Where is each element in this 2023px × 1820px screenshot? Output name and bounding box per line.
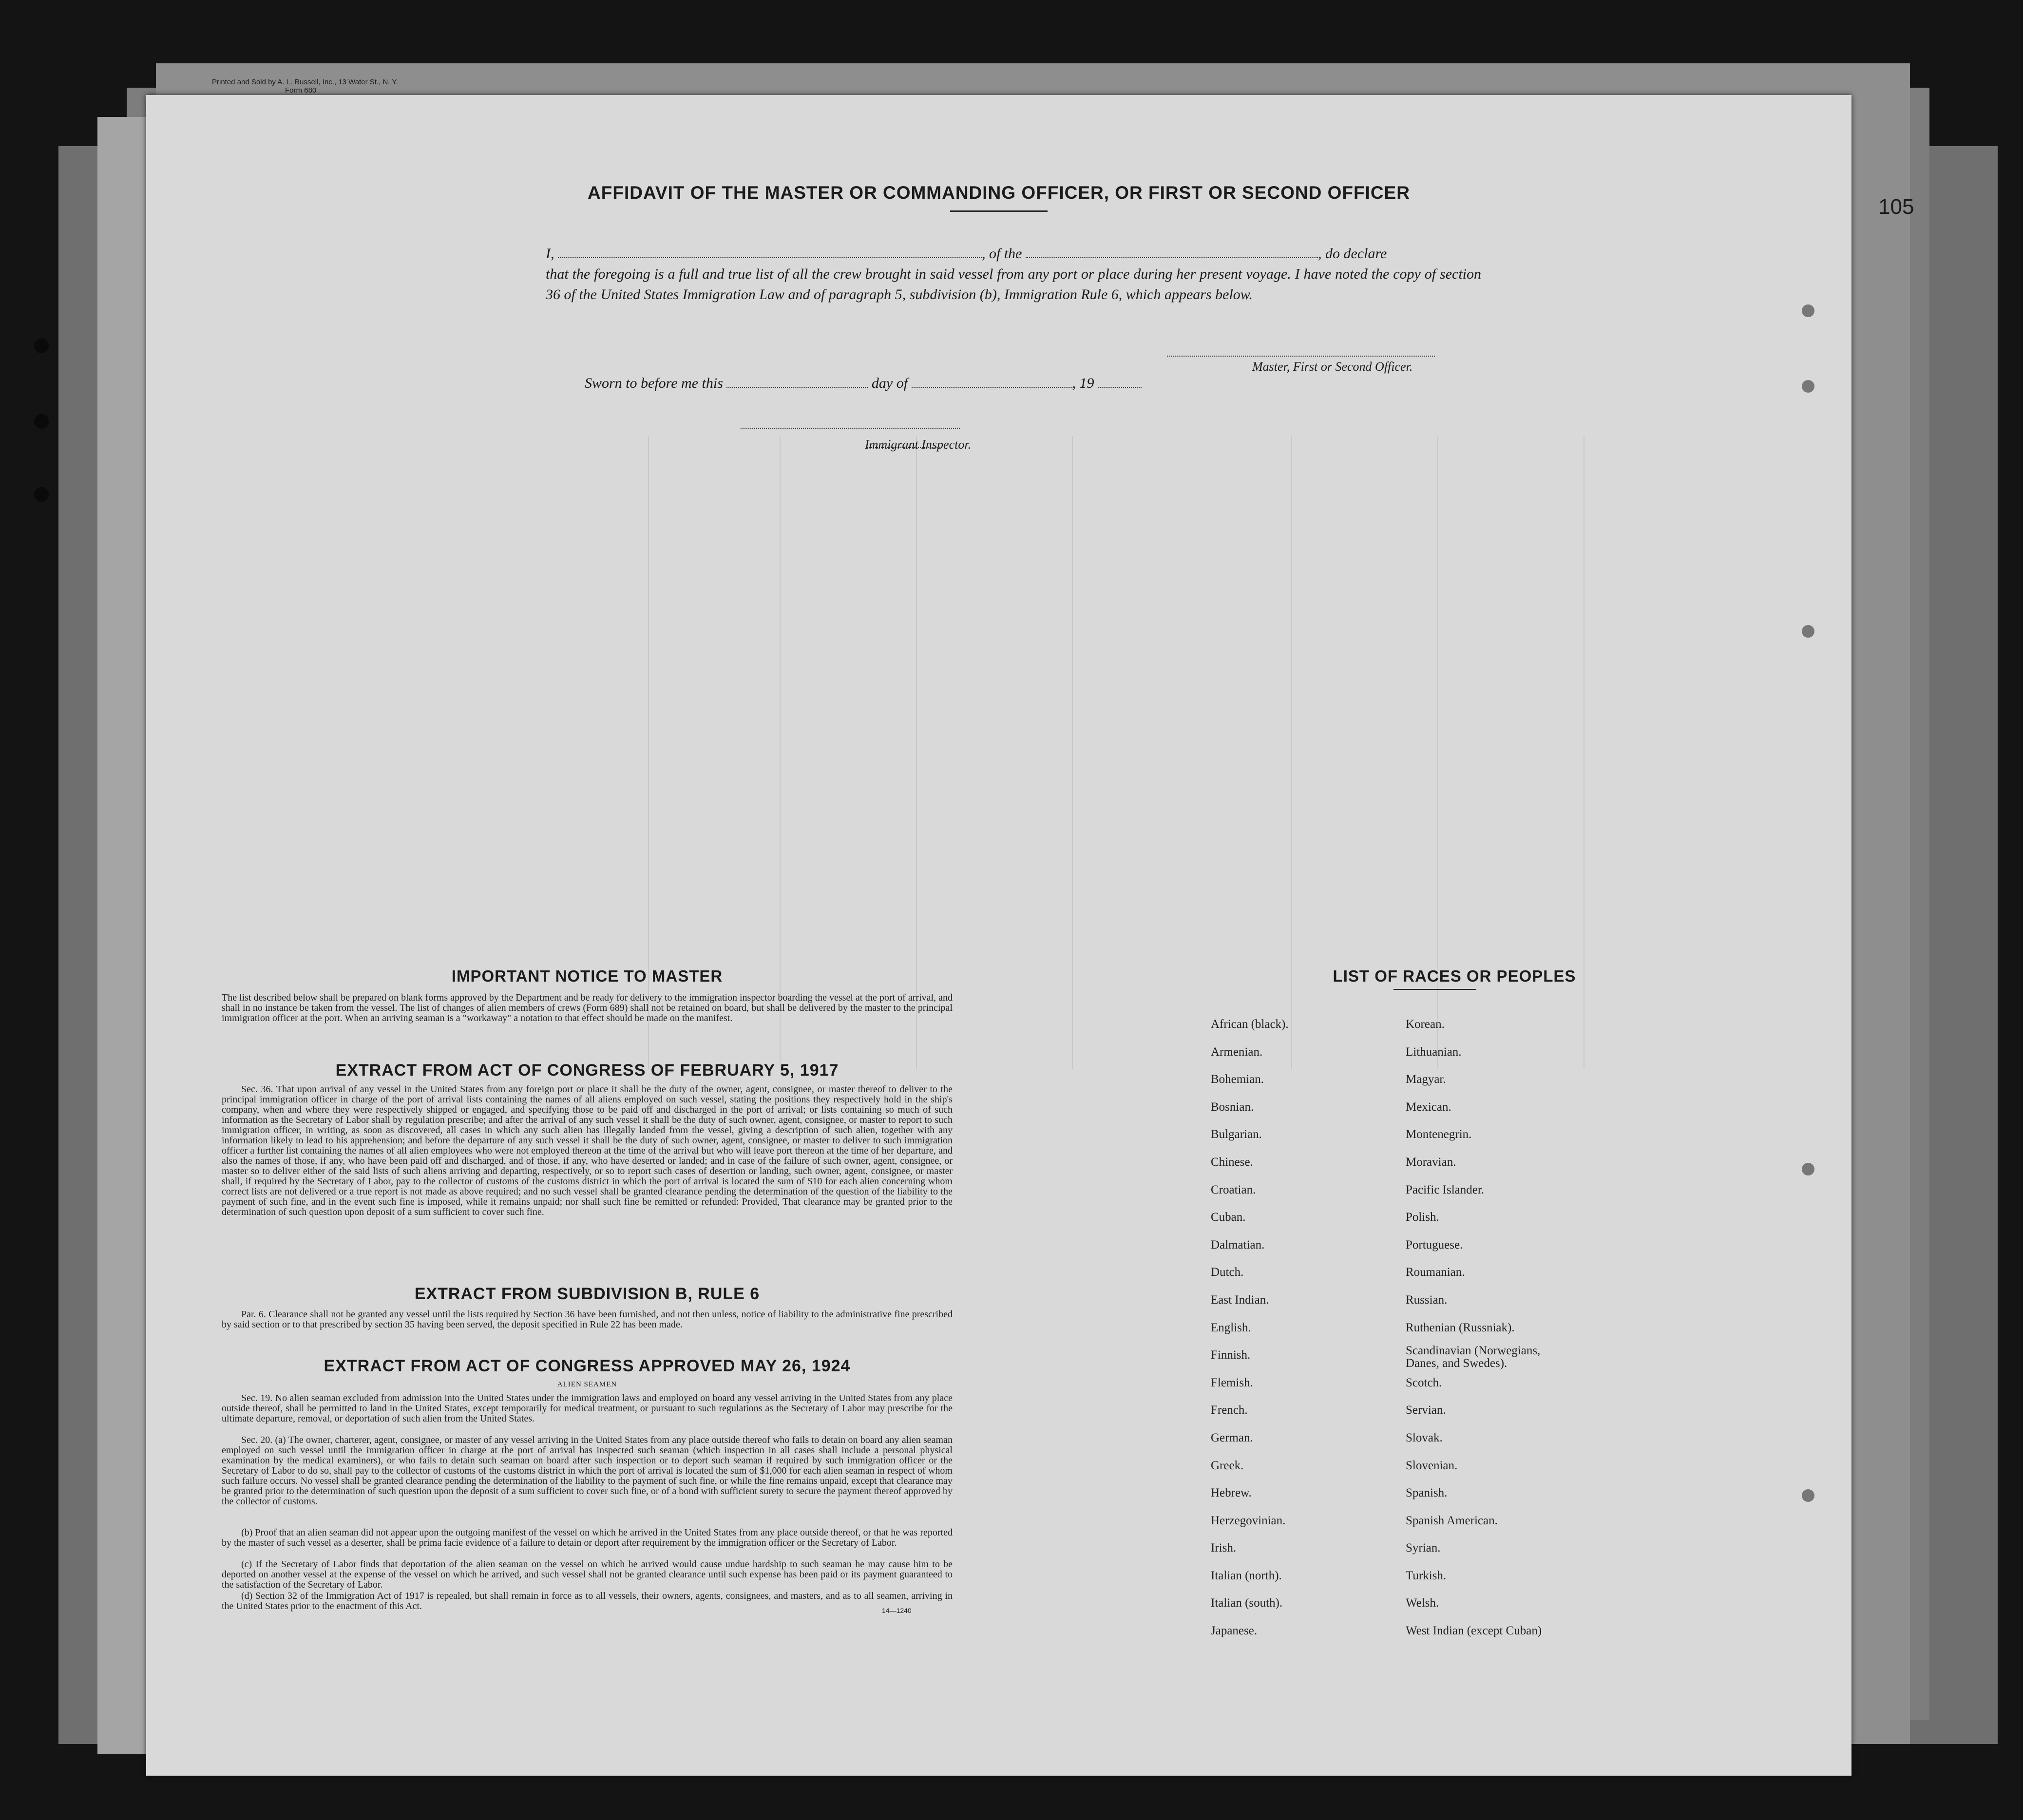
race-item: Dutch. [1211, 1266, 1244, 1279]
extract-1924-sec19: Sec. 19. No alien seaman excluded from admission into the United States under the immigration laws and employed on board any vessel arriving in the United States from any place outside thereof, shall be permitted to land in the United States, except temporarily for medical treatment, or pursuant to such regulations as the Secretary of Labor may prescribe for the ultimate departure, removal, or deportation of such alien from the United States. [222, 1393, 953, 1424]
race-item: Flemish. [1211, 1376, 1253, 1389]
race-item: Chinese. [1211, 1155, 1253, 1169]
race-item: Portuguese. [1406, 1238, 1463, 1251]
race-item: Welsh. [1406, 1596, 1439, 1610]
race-item: Bulgarian. [1211, 1128, 1262, 1141]
race-item: Cuban. [1211, 1211, 1246, 1224]
extract-1924-title: EXTRACT FROM ACT OF CONGRESS APPROVED MAY 26, 1924 [324, 1357, 851, 1375]
sworn-statement [585, 375, 1142, 392]
race-item: Korean. [1406, 1018, 1445, 1031]
signature-label: Master, First or Second Officer. [1252, 360, 1413, 374]
extract-1924-sec20b: (b) Proof that an alien seaman did not appear upon the outgoing manifest of the vessel on which he arrived in the United States from any place outside thereof, or that he was reported by the master of such vessel as a deserter, shall be prima facie evidence of a failure to detain or deport after requirement by the immigration officer or the Secretary of Labor. [222, 1527, 953, 1548]
binder-hole [34, 487, 49, 502]
race-item: Montenegrin. [1406, 1128, 1472, 1141]
race-item: Mexican. [1406, 1100, 1451, 1114]
printer-imprint [212, 78, 398, 95]
race-item: French. [1211, 1403, 1248, 1417]
page-number: 105 [1878, 195, 1914, 219]
extract-rule6-title: EXTRACT FROM SUBDIVISION B, RULE 6 [414, 1285, 760, 1303]
declaration-statement: that the foregoing is a full and true list of all the crew brought in said vessel from any port or place during her present voyage. I have noted the copy of section 36 of the United States Immigration Law and of paragraph 5, subdivision (b), Immigration Rule 6, which appears below. [546, 266, 1481, 303]
races-title: LIST OF RACES OR PEOPLES [1333, 967, 1576, 985]
race-item: Dalmatian. [1211, 1238, 1265, 1251]
races-list [1211, 1011, 1649, 1645]
race-item: Bohemian. [1211, 1073, 1264, 1086]
race-item: English. [1211, 1321, 1251, 1334]
race-item: Spanish. [1406, 1486, 1448, 1500]
race-item: Spanish American. [1406, 1514, 1498, 1527]
race-item: Servian. [1406, 1403, 1446, 1417]
race-item: Croatian. [1211, 1183, 1256, 1196]
extract-rule6-text: Par. 6. Clearance shall not be granted any vessel until the lists required by Section 36 have been furnished, and not then unless, notice of liability to the administrative fine prescribed by said section or to that prescribed by section 35 having been served, the deposit specified in Rule 22 has been made. [222, 1309, 953, 1330]
signature-line[interactable] [1167, 356, 1435, 357]
race-item: Pacific Islander. [1406, 1183, 1485, 1196]
race-item: Hebrew. [1211, 1486, 1252, 1500]
binder-hole [1802, 304, 1814, 317]
form-print-code: 14—1240 [882, 1607, 912, 1614]
race-item: Ruthenian (Russniak). [1406, 1321, 1515, 1334]
race-item: Bosnian. [1211, 1100, 1254, 1114]
do-declare-label: , do declare [1318, 246, 1387, 262]
year-blank[interactable] [1098, 387, 1142, 388]
race-item: Italian (south). [1211, 1596, 1283, 1610]
race-item: Finnish. [1211, 1348, 1251, 1362]
form-number: Form 680 [285, 86, 317, 95]
race-item: Herzegovinian. [1211, 1514, 1286, 1527]
binder-hole [1802, 380, 1814, 393]
race-item: Italian (north). [1211, 1569, 1282, 1582]
race-item: Armenian. [1211, 1045, 1263, 1059]
year-prefix: , 19 [1072, 375, 1094, 391]
race-item: German. [1211, 1431, 1253, 1444]
race-item: Magyar. [1406, 1073, 1446, 1086]
notice-text: The list described below shall be prepared on blank forms approved by the Department and be ready for delivery to the immigration inspector boarding the vessel at the port of arrival, and shall in no instance be taken from the vessel. The list of changes of alien members of crews (Form 689) shall not be retained on board, but shall be delivered by the master to the principal immigration officer at the port. When an arriving seaman is a "workaway" a notation to that effect should be made on the manifest. [222, 992, 953, 1024]
vessel-blank[interactable] [1026, 257, 1318, 258]
name-blank[interactable] [558, 257, 982, 258]
binder-hole [34, 339, 49, 353]
race-item: Japanese. [1211, 1624, 1258, 1638]
race-item: Turkish. [1406, 1569, 1447, 1582]
extract-1917-text: Sec. 36. That upon arrival of any vessel in the United States from any foreign port or place it shall be the duty of the owner, agent, consignee, or master thereof to deliver to the principal immigration officer in charge of the port of arrival lists containing the names of all aliens employed on such vessel, stating the positions they respectively hold in the ship's company, when and where they were respectively shipped or engaged, and specifying those to be paid off and discharged in the port of arrival; or lists containing so much of such information as the Secretary of Labor shall by regulation prescribe; and after the arrival of any such vessel it shall be the duty of such owner, agent, consignee, or master to report to such immigration officer, in writing, as soon as discovered, all cases in which any such alien has illegally landed from the vessel, giving a description of such alien, together with any information likely to lead to his apprehension; and before the departure of any such vessel it shall be the duty of such owner, agent, consignee, or master to deliver to such immigration officer a further list containing the names of all alien employees who were not employed thereon at the time of the arrival but who will leave port thereon at the time of her departure, and also the names of those, if any, who have been paid off and discharged, and of those, if any, who have deserted or landed; and in case of the failure of such owner, agent, consignee, or master so to deliver either of the said lists of such aliens arriving and departing, respectively, or so to report such cases of desertion or landing, such owner, agent, consignee, or master shall, if required by the Secretary of Labor, pay to the collector of customs of the customs district in which the port of arrival is located the sum of $10 for each alien concerning whom correct lists are not delivered or a true report is not made as above required; and no such vessel shall be granted clearance pending the determination of the question of the liability to the payment of such fine, and in the event such fine is imposed, while it remains unpaid; nor shall such fine be remitted or refunded: Provided, That clearance may be granted prior to the determination of such question upon deposit of a sum sufficient to cover such fine. [222, 1084, 953, 1217]
alien-seamen-subtitle: ALIEN SEAMEN [557, 1381, 617, 1388]
notice-title: IMPORTANT NOTICE TO MASTER [451, 967, 723, 985]
race-item: Lithuanian. [1406, 1045, 1462, 1059]
binder-hole [1802, 1163, 1814, 1175]
affidavit-declaration [546, 244, 1481, 305]
race-item: Roumanian. [1406, 1266, 1465, 1279]
race-item: African (black). [1211, 1018, 1289, 1031]
race-item: Slovenian. [1406, 1459, 1458, 1472]
inspector-label: Immigrant Inspector. [865, 437, 972, 452]
day-blank[interactable] [726, 387, 868, 388]
race-item: East Indian. [1211, 1293, 1269, 1307]
title-rule [950, 210, 1048, 212]
inspector-signature-line[interactable] [741, 428, 960, 429]
day-of-label: day of [871, 375, 908, 391]
sworn-prefix: Sworn to before me this [585, 375, 723, 391]
race-item: Syrian. [1406, 1541, 1441, 1555]
race-item: Moravian. [1406, 1155, 1456, 1169]
races-title-rule [1393, 989, 1476, 990]
extract-1924-sec20d: (d) Section 32 of the Immigration Act of 1917 is repealed, but shall remain in force as to all vessels, their owners, agents, consignees, and masters, and as to all seamen, arriving in the United States prior to the enactment of this Act. [222, 1591, 953, 1611]
of-the-label: , of the [982, 246, 1022, 262]
race-item: Scandinavian (Norwegians, Danes, and Swedes). [1406, 1344, 1541, 1370]
extract-1924-sec20a: Sec. 20. (a) The owner, charterer, agent, consignee, or master of any vessel arriving in the United States from any place outside thereof who fails to detain on board any alien seaman employed on such vessel until the immigration officer in charge at the port of arrival has inspected such seaman (which inspection in all cases shall include a personal physical examination by the medical examiners), or who fails to detain such seaman on board after such inspection or to deport such seaman if required by such immigration officer or the Secretary of Labor to do so, shall pay to the collector of customs of the customs district in which the port of arrival is located the sum of $1,000 for each alien seaman in respect of whom such failure occurs. No vessel shall be granted clearance pending the determination of the liability to the payment of such fine, or while the fine remains unpaid, except that clearance may be granted prior to the determination of such question upon the deposit of a sum sufficient to cover such fine, or of a bond with sufficient surety to secure the payment thereof approved by the collector of customs. [222, 1435, 953, 1507]
month-blank[interactable] [912, 387, 1072, 388]
printer-imprint-line: Printed and Sold by A. L. Russell, Inc., 13 Water St., N. Y. [212, 78, 398, 86]
binder-hole [34, 414, 49, 429]
race-item: Greek. [1211, 1459, 1244, 1472]
i-label: I, [546, 246, 554, 262]
extract-1924-sec20c: (c) If the Secretary of Labor finds that deportation of the alien seaman on the vessel on which he arrived would cause undue hardship to such seaman he may cause him to be deported on another vessel at the expense of the vessel on which he arrived, and such vessel shall not be granted clearance until such expense has been paid or its payment guaranteed to the satisfaction of the Secretary of Labor. [222, 1559, 953, 1590]
race-item: Russian. [1406, 1293, 1448, 1307]
race-item: Slovak. [1406, 1431, 1443, 1444]
bleed-through-line [1072, 436, 1073, 1069]
race-item: Polish. [1406, 1211, 1439, 1224]
affidavit-title: AFFIDAVIT OF THE MASTER OR COMMANDING OFFICER, OR FIRST OR SECOND OFFICER [588, 183, 1410, 203]
binder-hole [1802, 625, 1814, 638]
race-item: West Indian (except Cuban) [1406, 1624, 1542, 1638]
race-item: Scotch. [1406, 1376, 1442, 1389]
race-item: Irish. [1211, 1541, 1237, 1555]
declaration-line [546, 244, 1481, 264]
extract-1917-title: EXTRACT FROM ACT OF CONGRESS OF FEBRUARY 5, 1917 [335, 1061, 839, 1080]
binder-hole [1802, 1489, 1814, 1502]
